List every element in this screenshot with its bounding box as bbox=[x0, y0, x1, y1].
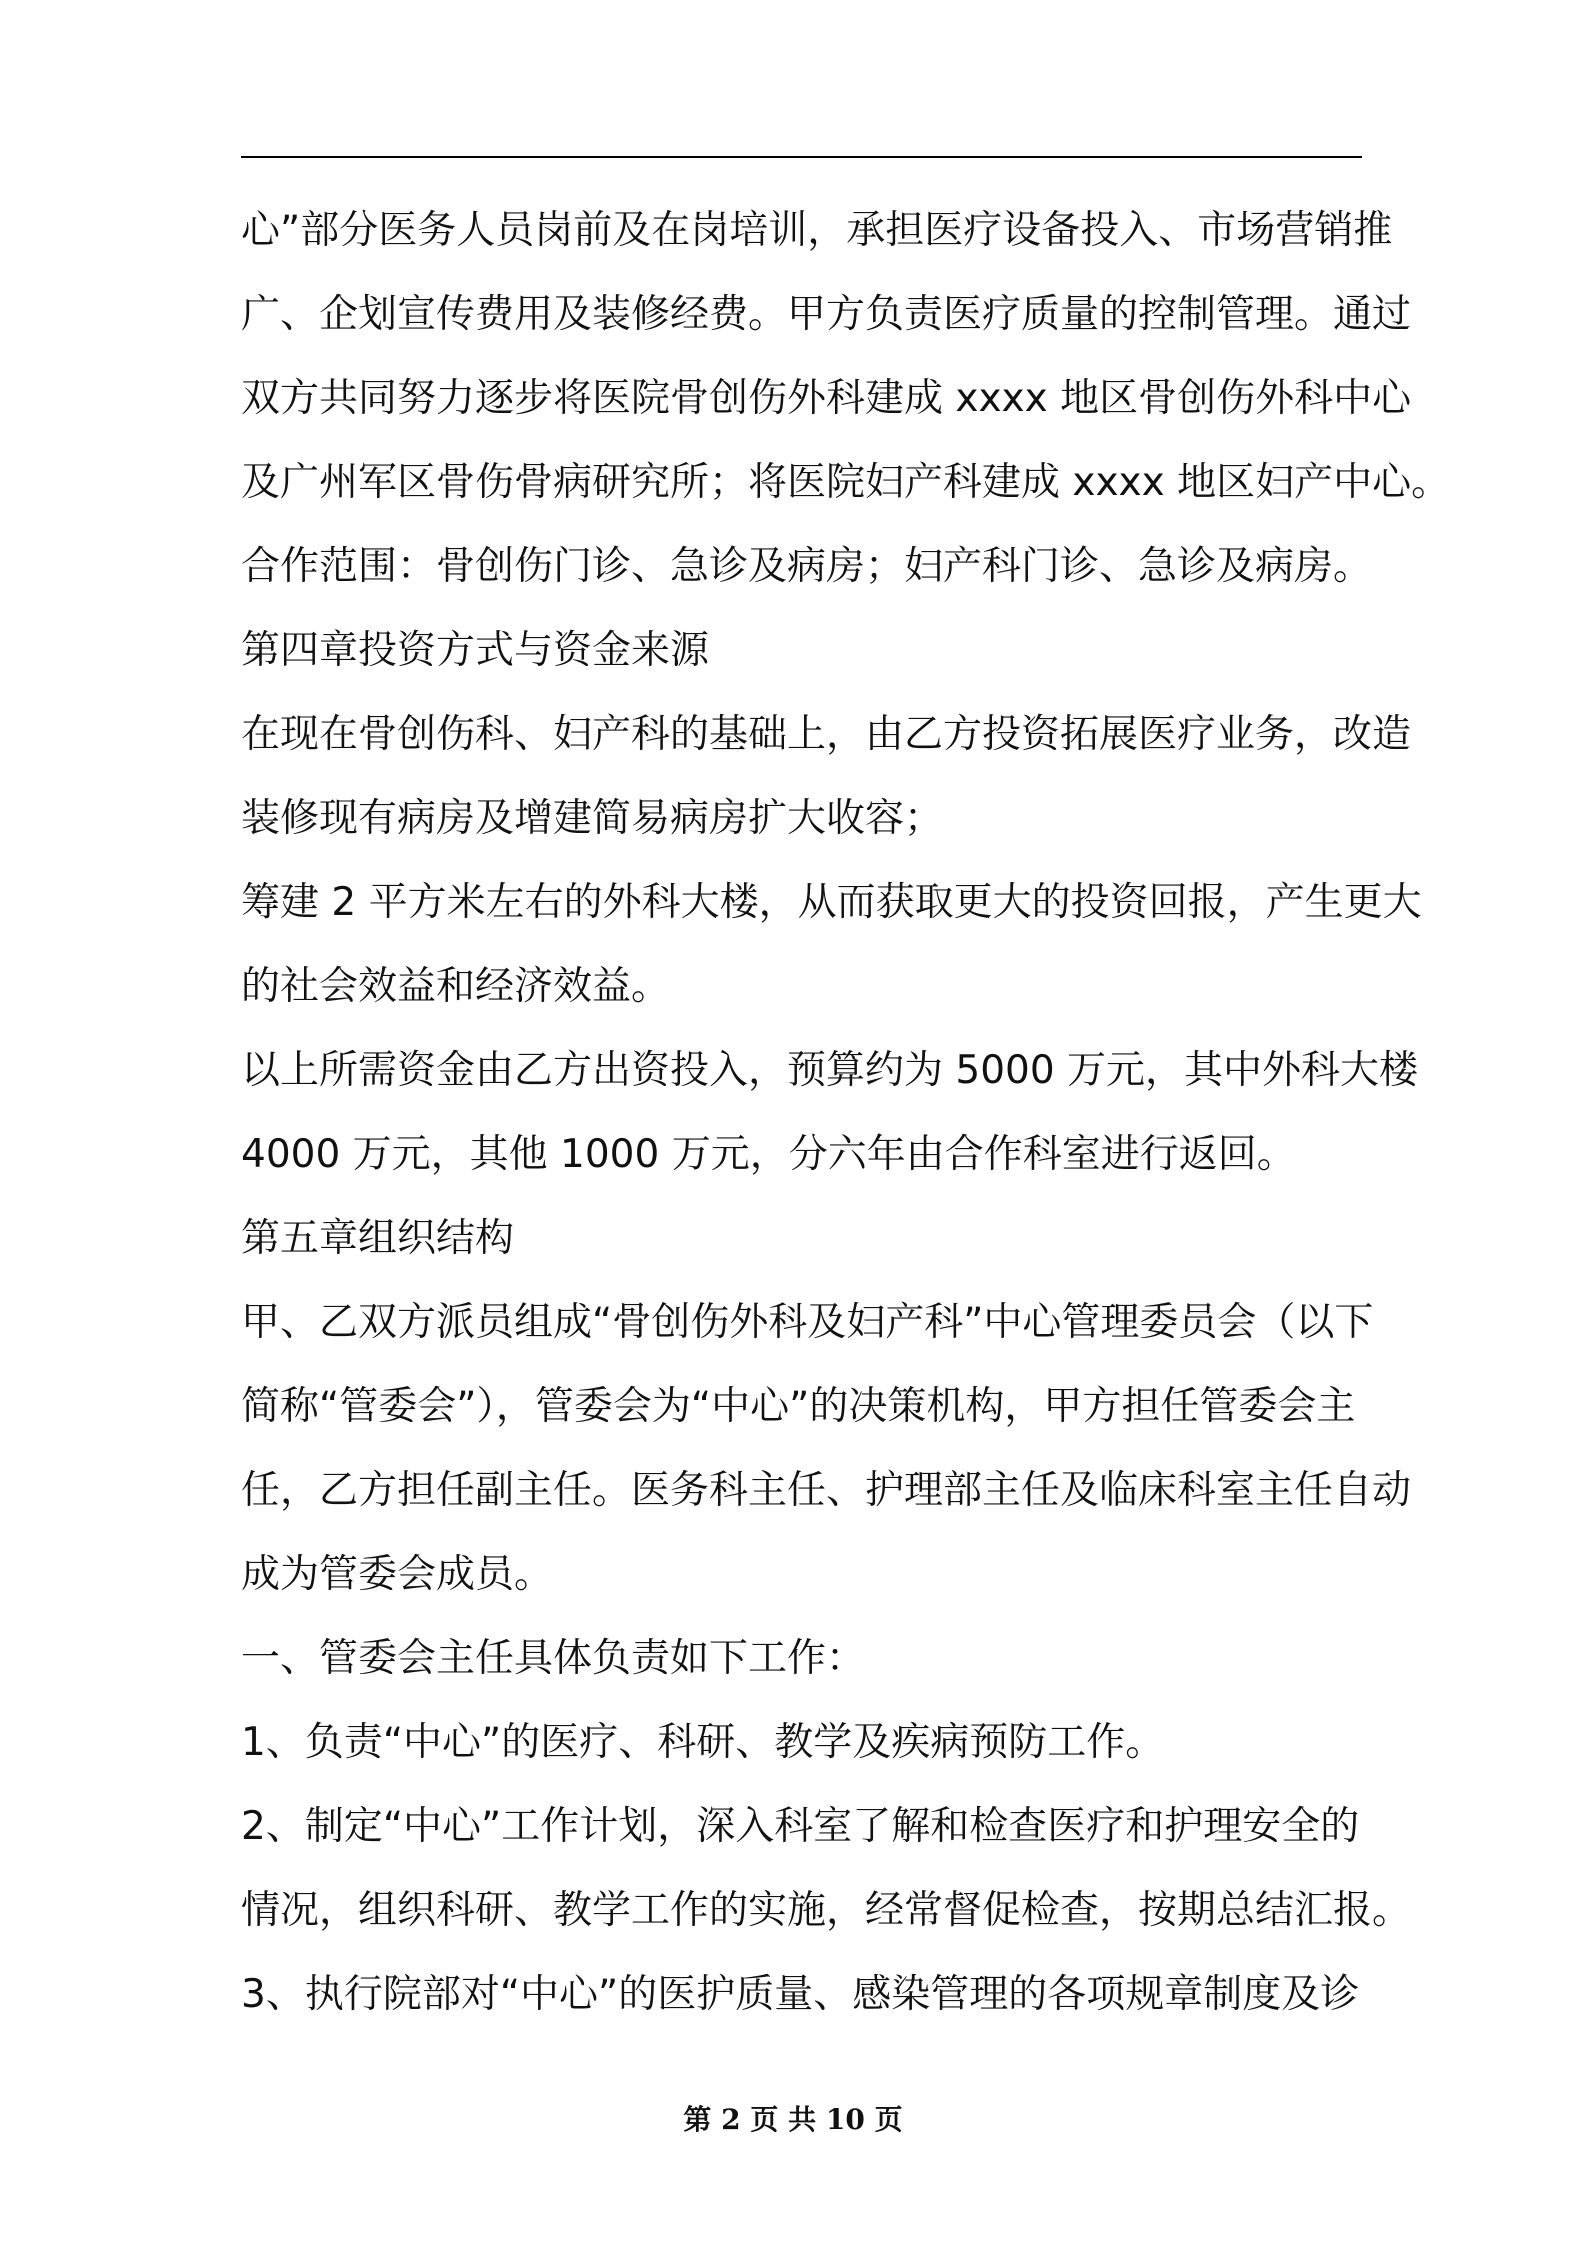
text-line: 及广州军区骨伤骨病研究所；将医院妇产科建成 xxxx 地区妇产中心。 bbox=[241, 460, 1451, 505]
section-heading: 一、管委会主任具体负责如下工作： bbox=[241, 1636, 866, 1681]
text-line: 以上所需资金由乙方出资投入，预算约为 5000 万元，其中外科大楼 bbox=[241, 1048, 1419, 1093]
text-line: 装修现有病房及增建简易病房扩大收容； bbox=[241, 796, 944, 841]
text-line: 成为管委会成员。 bbox=[241, 1552, 554, 1597]
list-item: 2、制定“中心”工作计划，深入科室了解和检查医疗和护理安全的 bbox=[241, 1804, 1360, 1849]
text-line: 合作范围：骨创伤门诊、急诊及病房；妇产科门诊、急诊及病房。 bbox=[241, 544, 1373, 589]
text-line: 筹建 2 平方米左右的外科大楼，从而获取更大的投资回报，产生更大 bbox=[241, 880, 1422, 925]
text-line: 心”部分医务人员岗前及在岗培训，承担医疗设备投入、市场营销推 bbox=[241, 208, 1393, 253]
text-line: 广、企划宣传费用及装修经费。甲方负责医疗质量的控制管理。通过 bbox=[241, 292, 1412, 337]
text-line: 甲、乙双方派员组成“骨创伤外科及妇产科”中心管理委员会（以下 bbox=[241, 1300, 1374, 1345]
chapter-heading: 第四章投资方式与资金来源 bbox=[241, 628, 710, 673]
text-line: 在现在骨创伤科、妇产科的基础上，由乙方投资拓展医疗业务，改造 bbox=[241, 712, 1412, 757]
body-text bbox=[241, 206, 1451, 2054]
text-line: 的社会效益和经济效益。 bbox=[241, 964, 671, 1009]
list-item: 1、负责“中心”的医疗、科研、教学及疾病预防工作。 bbox=[241, 1720, 1165, 1765]
text-line: 简称“管委会”），管委会为“中心”的决策机构，甲方担任管委会主 bbox=[241, 1384, 1356, 1429]
header-divider bbox=[241, 156, 1362, 158]
text-line: 情况，组织科研、教学工作的实施，经常督促检查，按期总结汇报。 bbox=[241, 1888, 1412, 1933]
text-line: 双方共同努力逐步将医院骨创伤外科建成 xxxx 地区骨创伤外科中心 bbox=[241, 376, 1412, 421]
list-item: 3、执行院部对“中心”的医护质量、感染管理的各项规章制度及诊 bbox=[241, 1972, 1360, 2017]
chapter-heading: 第五章组织结构 bbox=[241, 1216, 515, 1261]
page-number-footer: 第 2 页 共 10 页 bbox=[683, 2103, 903, 2136]
text-line: 任，乙方担任副主任。医务科主任、护理部主任及临床科室主任自动 bbox=[241, 1468, 1412, 1513]
text-line: 4000 万元，其他 1000 万元，分六年由合作科室进行返回。 bbox=[241, 1132, 1296, 1177]
